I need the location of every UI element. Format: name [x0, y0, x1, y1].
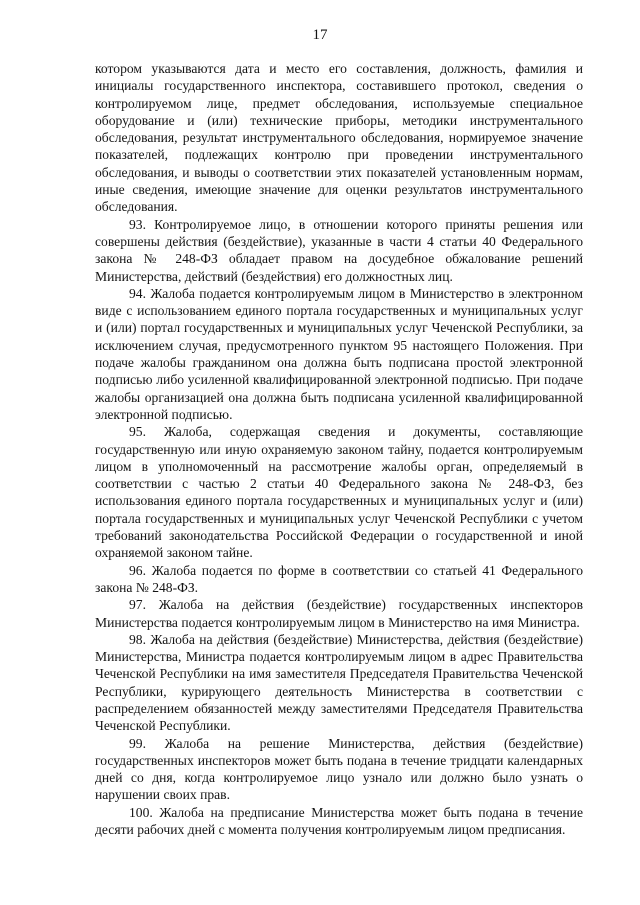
paragraph-97 — [95, 596, 583, 631]
paragraph-95 — [95, 423, 583, 561]
paragraph-99 — [95, 735, 583, 804]
paragraph-number: 95. — [129, 424, 146, 440]
paragraph-text: Жалоба подается по форме в соответствии со статьей 41 Федерального закона № 248-ФЗ. — [95, 562, 583, 595]
paragraph-continuation — [95, 60, 583, 216]
paragraph-number: 100. — [129, 804, 153, 820]
paragraph-number: 99. — [129, 735, 146, 751]
paragraph-text: Жалоба на действия (бездействие) Министерства, действия (бездействие) Министерства, Министра подается контролируемым лицом в адрес Правительства Чеченской Республики на имя заместителя Председателя Правительства Чеченской Республики, курирующего деятельность Министерства в соответствии с распределением обязанностей между заместителями Председателя Правительства Чеченской Республики. — [95, 631, 583, 734]
paragraph-text: Жалоба на действия (бездействие) государственных инспекторов Министерства подается контролируемым лицом в Министерство на имя Министра. — [95, 597, 583, 630]
paragraph-text: Жалоба, содержащая сведения и документы, составляющие государственную или иную охраняемую законом тайну, подается контролируемым лицом в уполномоченный на рассмотрение жалобы орган, определяемый в соответствии с частью 2 статьи 40 Федерального закона № 248-ФЗ, без использования единого портала государственных и муниципальных услуг и (или) портала государственных и муниципальных услуг Чеченской Республики с учетом требований законодательства Российской Федерации о государственной и иной охраняемой законом тайне. — [95, 424, 583, 561]
paragraph-98 — [95, 631, 583, 735]
paragraph-96 — [95, 562, 583, 597]
paragraph-94 — [95, 285, 583, 423]
paragraph-number: 96. — [129, 562, 146, 578]
page-number: 17 — [312, 27, 328, 43]
document-body — [95, 60, 583, 838]
paragraph-number: 97. — [129, 597, 146, 613]
paragraph-text: котором указываются дата и место его составления, должность, фамилия и инициалы государственного инспектора, составившего протокол, сведения о контролируемом лице, предмет обследования, используемые специальное оборудование и (или) технические приборы, методики инструментального обследования, результат инструментального обследования, нормируемое значение показателей, подлежащих контролю при проведении инструментального обследования, и выводы о соответствии этих показателей установленным нормам, иные сведения, имеющие значение для оценки результатов инструментального обследования. — [95, 61, 583, 215]
paragraph-number: 94. — [129, 285, 146, 301]
paragraph-text: Жалоба подается контролируемым лицом в Министерство в электронном виде с использованием единого портала государственных и муниципальных услуг и (или) портал государственных и муниципальных услуг Чеченской Республики, за исключением случая, предусмотренного пунктом 95 настоящего Положения. При подаче жалобы гражданином она должна быть подписана простой электронной подписью либо усиленной квалифицированной электронной подписью. При подаче жалобы организацией она должна быть подписана усиленной квалифицированной электронной подписью. — [95, 285, 584, 422]
paragraph-93 — [95, 216, 583, 285]
paragraph-number: 93. — [129, 216, 146, 232]
paragraph-number: 98. — [129, 631, 146, 647]
paragraph-100 — [95, 804, 583, 839]
paragraph-text: Жалоба на предписание Министерства может быть подана в течение десяти рабочих дней с момента получения контролируемым лицом предписания. — [95, 804, 583, 838]
paragraph-text: Жалоба на решение Министерства, действия (бездействие) государственных инспекторов может быть подана в течение тридцати календарных дней со дня, когда контролируемое лицо узнало или должно было узнать о нарушении своих прав. — [95, 735, 583, 803]
paragraph-text: Контролируемое лицо, в отношении которого приняты решения или совершены действия (бездействие), указанные в части 4 статьи 40 Федерального закона № 248-ФЗ обладает правом на досудебное обжалование решений Министерства, действий (бездействия) его должностных лиц. — [95, 216, 583, 284]
